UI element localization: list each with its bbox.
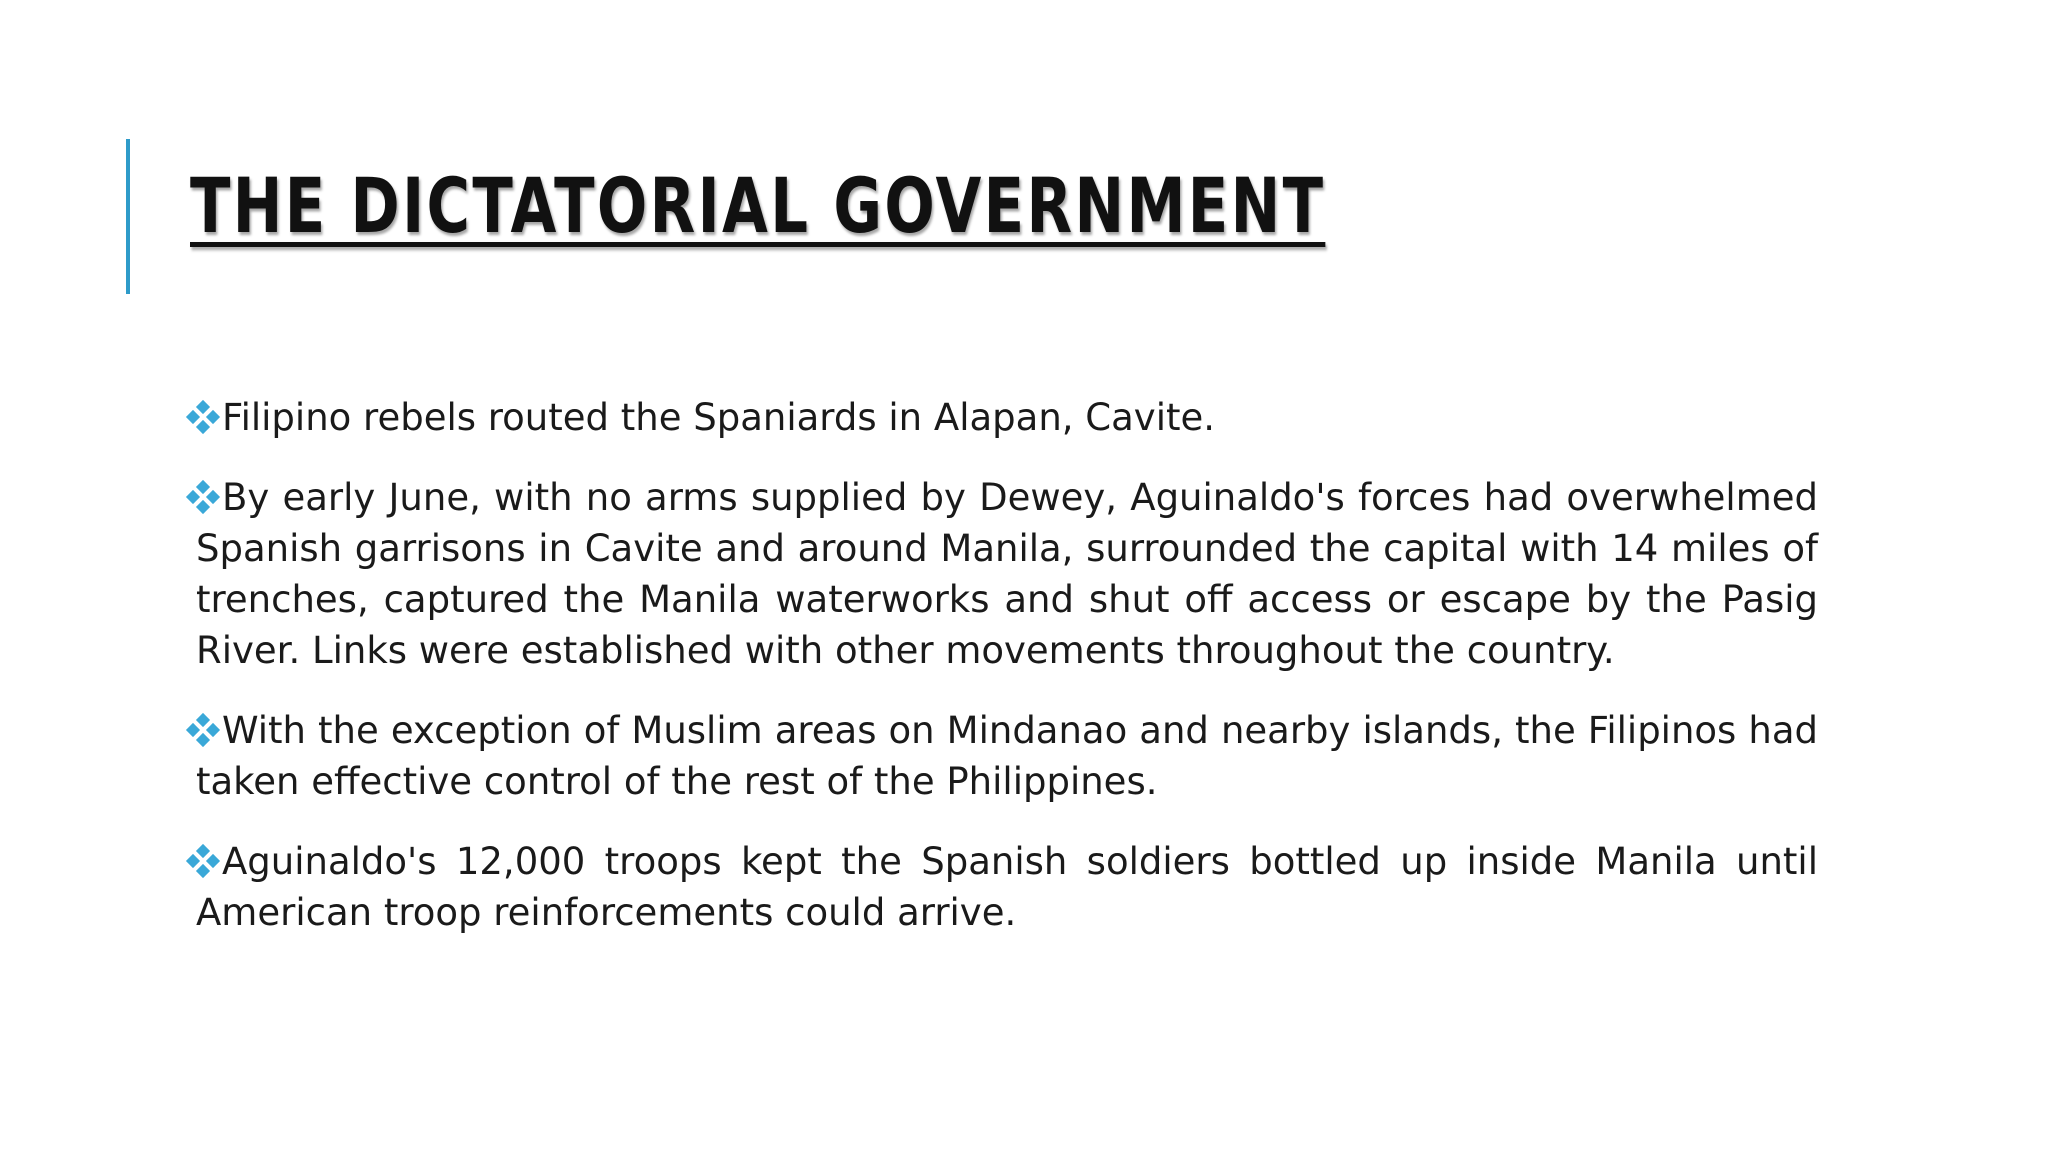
- diamond-bullet-icon: [186, 713, 220, 747]
- diamond-bullet-icon: [186, 480, 220, 514]
- bullet-list: [196, 392, 1818, 967]
- bullet-item: [196, 472, 1818, 676]
- bullet-text: With the exception of Muslim areas on Mindanao and nearby islands, the Filipinos had taken effective control of the rest of the Philippines.: [196, 709, 1818, 803]
- bullet-text: Filipino rebels routed the Spaniards in Alapan, Cavite.: [222, 396, 1216, 439]
- title-accent-bar: [126, 139, 130, 294]
- bullet-text: Aguinaldo's 12,000 troops kept the Spanish soldiers bottled up inside Manila until American troop reinforcements could arrive.: [196, 840, 1818, 934]
- diamond-bullet-icon: [186, 844, 220, 878]
- diamond-bullet-icon: [186, 400, 220, 434]
- slide-title: THE DICTATORIAL GOVERNMENT: [190, 161, 1326, 250]
- bullet-item: [196, 392, 1818, 443]
- bullet-item: [196, 836, 1818, 938]
- bullet-item: [196, 705, 1818, 807]
- bullet-text: By early June, with no arms supplied by Dewey, Aguinaldo's forces had overwhelmed Spanish garrisons in Cavite and around Manila, surrounded the capital with 14 miles of trenches, captured the Manila waterworks and shut off access or escape by the Pasig River. Links were established with other movements throughout the country.: [196, 476, 1818, 672]
